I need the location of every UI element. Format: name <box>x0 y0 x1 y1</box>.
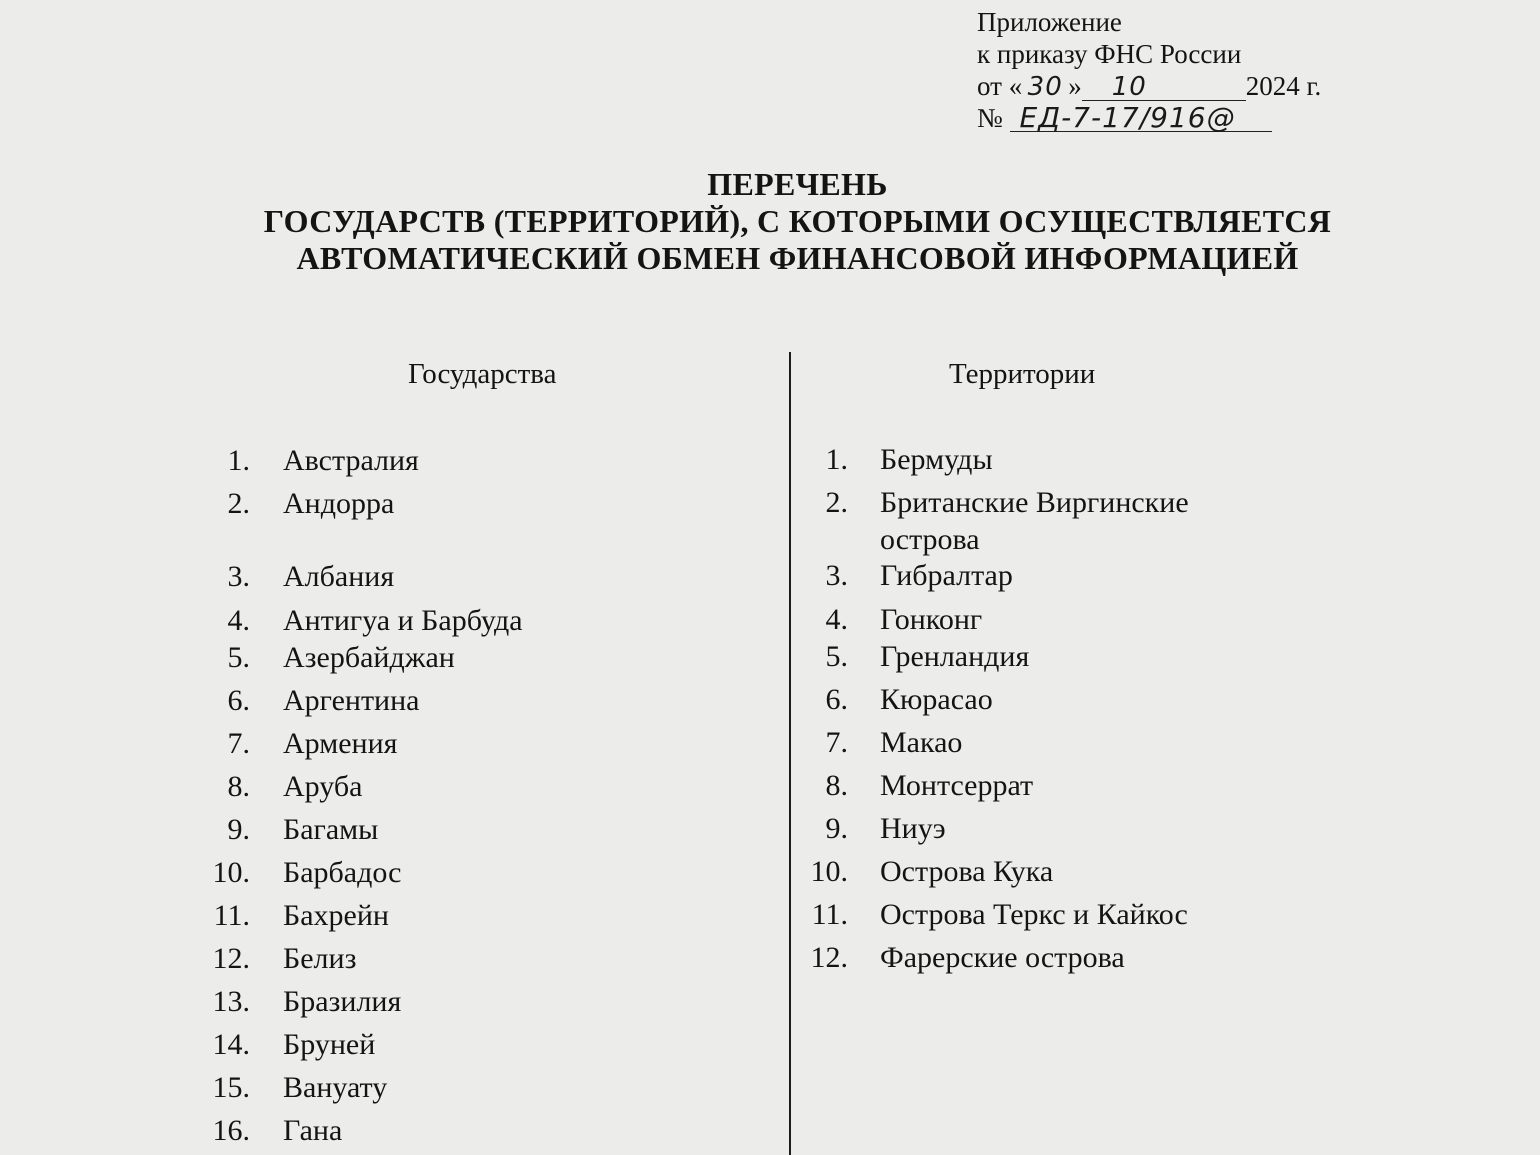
item-name: Острова Кука <box>880 855 1054 888</box>
item-number: 9. <box>825 812 848 845</box>
heading-line-2: ГОСУДАРСТВ (ТЕРРИТОРИЙ), С КОТОРЫМИ ОСУЩЕСТВЛЯЕТСЯ <box>263 203 1332 239</box>
number-prefix: № <box>977 103 1003 133</box>
order-number-handwritten: ЕД-7-17/916@ <box>1010 105 1272 132</box>
date-prefix: от « <box>977 71 1023 101</box>
item-name: Аруба <box>283 770 363 803</box>
item-name: Бахрейн <box>283 899 389 932</box>
item-number: 9. <box>227 813 250 846</box>
item-number: 4. <box>825 603 848 636</box>
appendix-number <box>977 102 1337 134</box>
item-number: 11. <box>811 898 848 931</box>
heading-line-3: АВТОМАТИЧЕСКИЙ ОБМЕН ФИНАНСОВОЙ ИНФОРМАЦИЕЙ <box>296 240 1299 276</box>
heading-title: ПЕРЕЧЕНЬ <box>707 166 888 202</box>
states-column-header: Государства <box>408 358 557 390</box>
item-number: 3. <box>227 560 250 593</box>
item-number: 3. <box>825 559 848 592</box>
item-number: 8. <box>227 770 250 803</box>
item-number: 2. <box>227 487 250 520</box>
item-name: Багамы <box>283 813 379 846</box>
item-number: 1. <box>227 444 250 477</box>
item-number: 13. <box>212 985 250 1018</box>
item-number: 12. <box>810 941 848 974</box>
item-name: Андорра <box>283 487 395 520</box>
item-number: 4. <box>227 604 250 637</box>
item-name: Албания <box>283 560 395 593</box>
item-name: Вануату <box>283 1071 388 1104</box>
item-name: Бермуды <box>880 443 993 476</box>
item-name: Гонконг <box>880 603 983 636</box>
item-name: Кюрасао <box>880 683 993 716</box>
item-name: Антигуа и Барбуда <box>283 604 523 637</box>
item-name: Бразилия <box>283 985 402 1018</box>
date-month-handwritten: 10 <box>1082 74 1246 101</box>
item-number: 14. <box>212 1028 250 1061</box>
item-name: Аргентина <box>283 684 420 717</box>
item-number: 5. <box>825 640 848 673</box>
date-close: » <box>1068 71 1082 101</box>
item-number: 11. <box>213 899 250 932</box>
item-name: Армения <box>283 727 398 760</box>
item-name: Монтсеррат <box>880 769 1034 802</box>
item-name: Гренландия <box>880 640 1030 673</box>
item-name: Азербайджан <box>283 641 455 674</box>
item-name: Белиз <box>283 942 357 975</box>
item-name: Острова Теркс и Кайкос <box>880 898 1188 931</box>
item-name: Ниуэ <box>880 812 946 845</box>
item-number: 2. <box>825 486 848 519</box>
item-number: 7. <box>227 727 250 760</box>
item-number: 10. <box>810 855 848 888</box>
appendix-title: Приложение <box>977 7 1122 37</box>
territories-column-header: Территории <box>949 358 1096 390</box>
item-number: 6. <box>825 683 848 716</box>
item-name: Гибралтар <box>880 559 1013 592</box>
column-divider <box>789 352 791 1155</box>
date-day-handwritten: 30 <box>1027 72 1063 102</box>
item-number: 1. <box>825 443 848 476</box>
item-number: 16. <box>212 1114 250 1147</box>
item-number: 15. <box>212 1071 250 1104</box>
appendix-date <box>977 70 1337 102</box>
item-name: Британские Виргинские острова <box>880 486 1189 556</box>
item-name: Гана <box>283 1114 343 1147</box>
item-name: Австралия <box>283 444 419 477</box>
item-number: 6. <box>227 684 250 717</box>
document-heading <box>0 166 1540 277</box>
item-name: Фарерские острова <box>880 941 1125 974</box>
date-year: 2024 г. <box>1245 71 1322 101</box>
item-name: Бруней <box>283 1028 376 1061</box>
item-number: 10. <box>212 856 250 889</box>
appendix-order-ref: к приказу ФНС России <box>977 39 1242 69</box>
item-number: 12. <box>212 942 250 975</box>
item-number: 8. <box>825 769 848 802</box>
item-name: Барбадос <box>283 856 402 889</box>
item-number: 5. <box>227 641 250 674</box>
item-number: 7. <box>825 726 848 759</box>
item-name: Макао <box>880 726 963 759</box>
appendix-block <box>977 6 1337 134</box>
